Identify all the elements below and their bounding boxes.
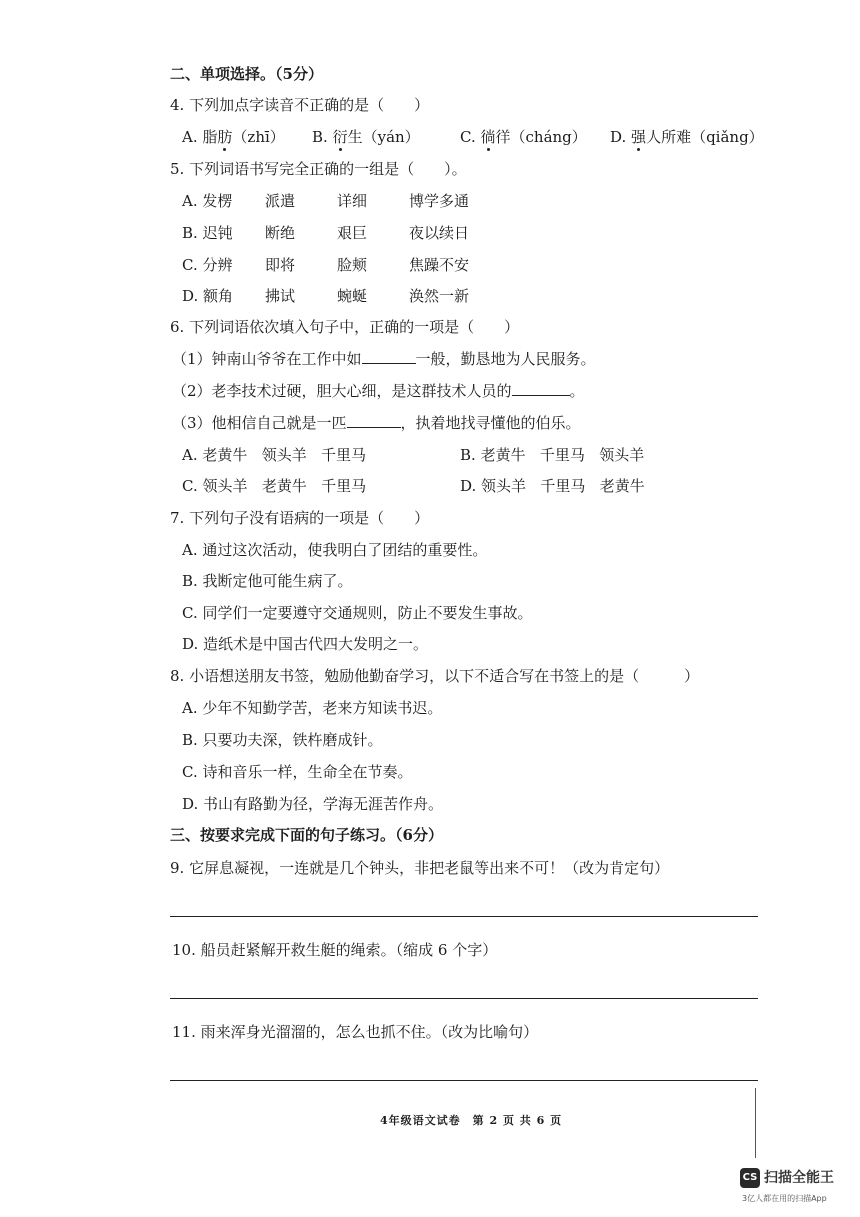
- q5-row-d-w3: 蜿蜒: [337, 287, 368, 305]
- q5-row-a-w4: 博学多通: [409, 192, 470, 210]
- q5-row-a-w2: 派遣: [265, 192, 296, 210]
- section-2-title: 二、单项选择。（5分）: [170, 65, 323, 83]
- q5-row-c-w2: 即将: [265, 256, 296, 274]
- q5-row-b-w3: 艰巨: [337, 224, 368, 242]
- q5-row-d-w2: 拂试: [265, 287, 296, 305]
- q5-stem: 5. 下列词语书写完全正确的一组是（ ）。: [170, 160, 467, 178]
- q4-stem: 4. 下列加点字读音不正确的是（ ）: [170, 96, 430, 114]
- camscanner-logo-icon: CS: [740, 1168, 760, 1188]
- q8-option-a: A. 少年不知勤学苦，老来方知读书迟。: [182, 699, 443, 717]
- q6-option-b: B. 老黄牛 千里马 领头羊: [460, 446, 645, 464]
- q5-row-b-w4: 夜以续日: [409, 224, 470, 242]
- q7-option-c: C. 同学们一定要遵守交通规则，防止不要发生事故。: [182, 604, 533, 622]
- q5-row-a: A. 发楞: [182, 192, 233, 210]
- q6-sentence-1: （1）钟南山爷爷在工作中如 一般，勤恳地为人民服务。: [172, 350, 596, 368]
- q11-prompt: 11. 雨来浑身光溜溜的，怎么也抓不住。（改为比喻句）: [172, 1023, 539, 1041]
- q9-prompt: 9. 它屏息凝视，一连就是几个钟头，非把老鼠等出来不可！（改为肯定句）: [170, 859, 670, 877]
- q6-blank-2[interactable]: [512, 381, 570, 396]
- q10-prompt: 10. 船员赶紧解开救生艇的绳索。（缩成 6 个字）: [172, 941, 498, 959]
- q6-sentence-3: （3）他相信自己就是一匹 ，执着地找寻懂他的伯乐。: [172, 414, 581, 432]
- q6-option-d: D. 领头羊 千里马 老黄牛: [460, 477, 645, 495]
- q4-option-d: D. 强人所难（qiǎng）: [610, 128, 764, 146]
- q5-row-c: C. 分辨: [182, 256, 233, 274]
- q5-row-d-w4: 涣然一新: [409, 287, 470, 305]
- q7-option-b: B. 我断定他可能生病了。: [182, 572, 353, 590]
- q5-row-c-w4: 焦躁不安: [409, 256, 470, 274]
- q5-row-c-w3: 脸颊: [337, 256, 368, 274]
- q4-option-a: A. 脂肪（zhī）: [182, 128, 285, 146]
- q8-stem: 8. 小语想送朋友书签，勉励他勤奋学习，以下不适合写在书签上的是（ ）: [170, 667, 700, 685]
- q4-option-c: C. 徜徉（cháng）: [460, 128, 587, 146]
- q6-blank-1[interactable]: [362, 349, 416, 364]
- q6-stem: 6. 下列词语依次填入句子中，正确的一项是（ ）: [170, 318, 520, 336]
- q8-option-b: B. 只要功夫深，铁杵磨成针。: [182, 731, 383, 749]
- camscanner-tagline: 3亿人都在用的扫描App: [742, 1194, 827, 1203]
- q6-option-a: A. 老黄牛 领头羊 千里马: [182, 446, 367, 464]
- q5-row-d: D. 额角: [182, 287, 234, 305]
- q7-option-a: A. 通过这次活动，使我明白了团结的重要性。: [182, 541, 488, 559]
- q6-option-c: C. 领头羊 老黄牛 千里马: [182, 477, 367, 495]
- q4-option-b: B. 衍生（yán）: [312, 128, 420, 146]
- camscanner-name: 扫描全能王: [764, 1170, 834, 1186]
- page-edge-rule: [755, 1088, 756, 1158]
- q8-option-d: D. 书山有路勤为径，学海无涯苦作舟。: [182, 795, 444, 813]
- section-3-title: 三、按要求完成下面的句子练习。（6分）: [170, 826, 443, 844]
- q7-stem: 7. 下列句子没有语病的一项是（ ）: [170, 509, 430, 527]
- q5-row-a-w3: 详细: [337, 192, 368, 210]
- q7-option-d: D. 造纸术是中国古代四大发明之一。: [182, 635, 429, 653]
- q11-answer-line[interactable]: [170, 1080, 758, 1081]
- q9-answer-line[interactable]: [170, 916, 758, 917]
- q6-blank-3[interactable]: [347, 413, 401, 428]
- q5-row-b: B. 迟钝: [182, 224, 233, 242]
- page-footer: 4年级语文试卷 第 2 页 共 6 页: [380, 1114, 563, 1127]
- q10-answer-line[interactable]: [170, 998, 758, 999]
- q8-option-c: C. 诗和音乐一样，生命全在节奏。: [182, 763, 413, 781]
- q6-sentence-2: （2）老李技术过硬，胆大心细，是这群技术人员的 。: [172, 382, 585, 400]
- q5-row-b-w2: 断绝: [265, 224, 296, 242]
